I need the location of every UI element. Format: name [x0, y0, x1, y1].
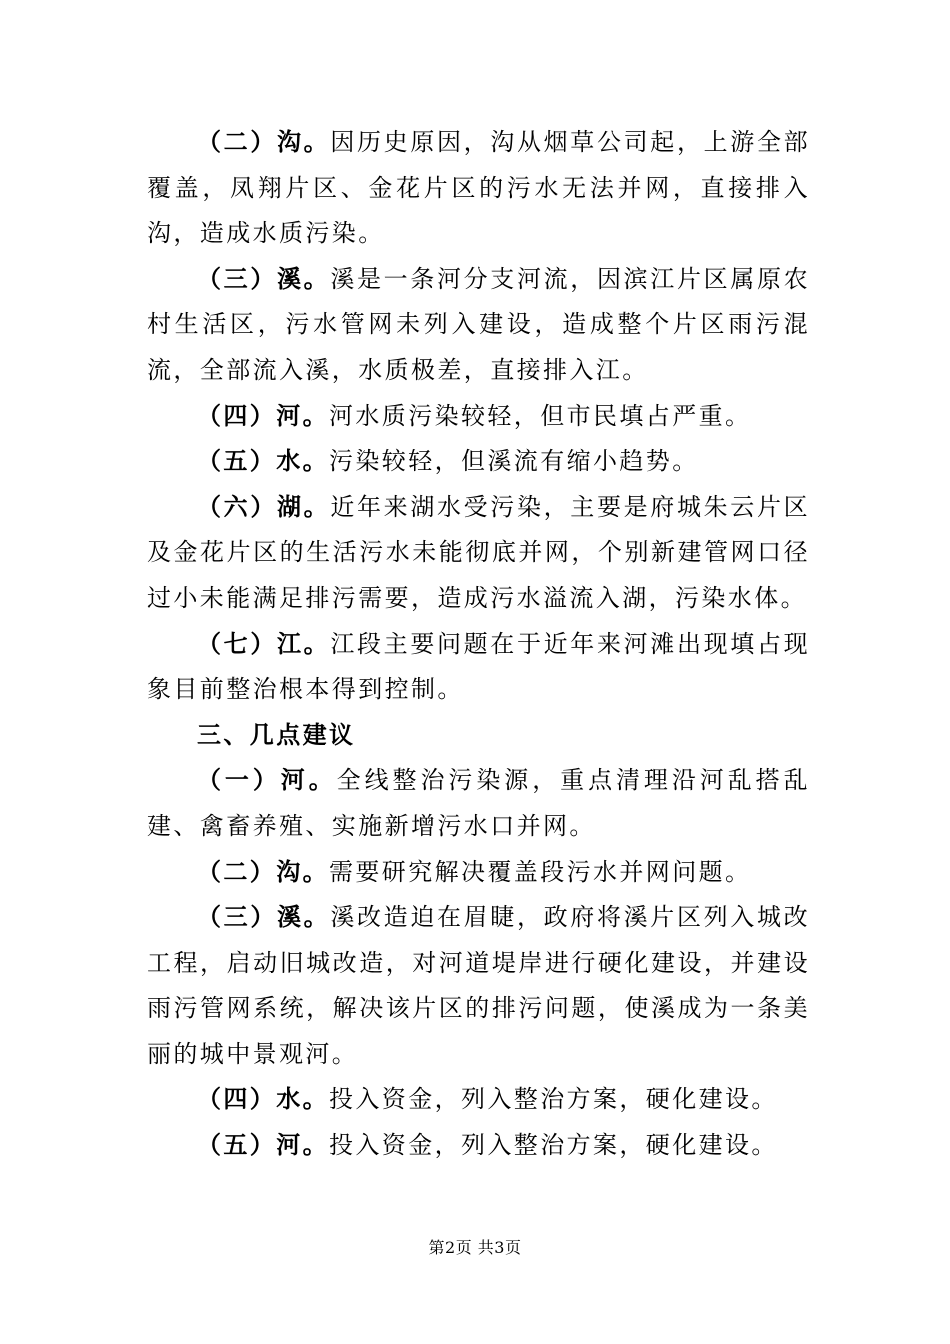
- suggestion-shui: [147, 1077, 810, 1123]
- paragraph-shui: [147, 439, 810, 485]
- suggestion-lead: （五）河。: [197, 1131, 329, 1160]
- paragraph-lead: （七）江。: [197, 629, 331, 658]
- suggestion-lead: （一）河。: [197, 766, 337, 795]
- paragraph-he: [147, 394, 810, 440]
- paragraph-xi: [147, 257, 810, 394]
- section-heading: 三、几点建议: [197, 720, 356, 749]
- paragraph-lead: （六）湖。: [197, 492, 331, 521]
- paragraph-text: 因历史原因，沟从烟草公司起，上游全部覆盖，凤翔片区、金花片区的污水无法并网，直接排入沟，造成水质污染。: [147, 128, 811, 248]
- paragraph-text: 近年来湖水受污染，主要是府城朱云片区及金花片区的生活污水未能彻底并网，个别新建管网口径过小未能满足排污需要，造成污水溢流入湖，污染水体。: [147, 492, 811, 612]
- paragraph-text: 江段主要问题在于近年来河滩出现填占现象目前整治根本得到控制。: [147, 629, 811, 704]
- suggestion-lead: （三）溪。: [197, 903, 331, 932]
- suggestion-lead: （四）水。: [197, 1085, 329, 1114]
- suggestion-text: 溪改造迫在眉睫，政府将溪片区列入城改工程，启动旧城改造，对河道堤岸进行硬化建设，并建设雨污管网系统，解决该片区的排污问题，使溪成为一条美丽的城中景观河。: [147, 903, 811, 1068]
- suggestion-lead: （二）沟。: [197, 857, 329, 886]
- suggestion-text: 投入资金，列入整治方案，硬化建设。: [329, 1131, 778, 1160]
- paragraph-text: 污染较轻，但溪流有缩小趋势。: [329, 447, 699, 476]
- paragraph-lead: （三）溪。: [197, 264, 331, 293]
- suggestion-he-2: [147, 1123, 810, 1169]
- paragraph-text: 溪是一条河分支河流，因滨江片区属原农村生活区，污水管网未列入建设，造成整个片区雨污混流，全部流入溪，水质极差，直接排入江。: [147, 264, 811, 384]
- page-number: 第2页 共3页: [428, 1238, 522, 1257]
- suggestion-text: 投入资金，列入整治方案，硬化建设。: [329, 1085, 778, 1114]
- suggestion-text: 需要研究解决覆盖段污水并网问题。: [329, 857, 752, 886]
- paragraph-lead: （四）河。: [197, 401, 329, 430]
- suggestion-he: [147, 758, 810, 849]
- suggestion-text: 全线整治污染源，重点清理沿河乱搭乱建、禽畜养殖、实施新增污水口并网。: [147, 766, 810, 840]
- paragraph-gou: [147, 120, 810, 257]
- page-footer: [0, 1238, 950, 1258]
- suggestion-gou: [147, 850, 810, 896]
- document-body: [147, 120, 810, 1169]
- paragraph-hu: [147, 485, 810, 622]
- paragraph-lead: （二）沟。: [197, 128, 331, 156]
- paragraph-text: 河水质污染较轻，但市民填占严重。: [329, 401, 752, 430]
- suggestion-xi: [147, 895, 810, 1077]
- paragraph-jiang: [147, 622, 810, 713]
- paragraph-lead: （五）水。: [197, 447, 329, 476]
